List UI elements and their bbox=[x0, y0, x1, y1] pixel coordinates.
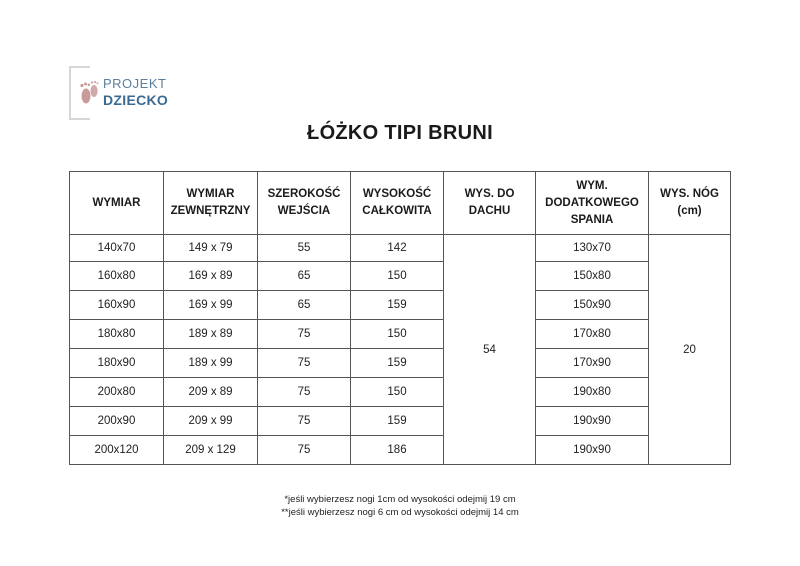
logo-text-dziecko: DZIECKO bbox=[103, 92, 169, 108]
cell-wymiar: 180x90 bbox=[70, 349, 164, 378]
logo-text-projekt: PROJEKT bbox=[103, 76, 167, 91]
cell-szerokosc: 75 bbox=[258, 436, 351, 465]
size-table bbox=[69, 171, 731, 465]
cell-szerokosc: 65 bbox=[258, 262, 351, 291]
cell-wysokosc: 159 bbox=[351, 407, 444, 436]
cell-dodatkowe: 190x90 bbox=[536, 436, 649, 465]
cell-szerokosc: 55 bbox=[258, 235, 351, 262]
table-row bbox=[70, 378, 731, 407]
table-row bbox=[70, 291, 731, 320]
cell-dodatkowe: 150x90 bbox=[536, 291, 649, 320]
cell-wysokosc: 159 bbox=[351, 349, 444, 378]
table-row bbox=[70, 320, 731, 349]
table-row bbox=[70, 407, 731, 436]
footnotes bbox=[0, 493, 800, 519]
cell-wymiar: 180x80 bbox=[70, 320, 164, 349]
cell-dodatkowe: 150x80 bbox=[536, 262, 649, 291]
cell-dodatkowe: 170x90 bbox=[536, 349, 649, 378]
cell-wysokosc: 142 bbox=[351, 235, 444, 262]
cell-wymiar: 160x80 bbox=[70, 262, 164, 291]
cell-wysokosc: 159 bbox=[351, 291, 444, 320]
header-wys-nog: WYS. NÓG (cm) bbox=[649, 172, 731, 235]
cell-szerokosc: 75 bbox=[258, 320, 351, 349]
cell-zewnetrzny: 189 x 99 bbox=[164, 349, 258, 378]
cell-zewnetrzny: 169 x 99 bbox=[164, 291, 258, 320]
cell-szerokosc: 75 bbox=[258, 349, 351, 378]
cell-dodatkowe: 170x80 bbox=[536, 320, 649, 349]
cell-zewnetrzny: 169 x 89 bbox=[164, 262, 258, 291]
cell-szerokosc: 65 bbox=[258, 291, 351, 320]
table-row bbox=[70, 349, 731, 378]
cell-zewnetrzny: 149 x 79 bbox=[164, 235, 258, 262]
cell-zewnetrzny: 209 x 129 bbox=[164, 436, 258, 465]
cell-zewnetrzny: 209 x 89 bbox=[164, 378, 258, 407]
cell-zewnetrzny: 209 x 99 bbox=[164, 407, 258, 436]
header-szerokosc-wejscia: SZEROKOŚĆ WEJŚCIA bbox=[258, 172, 351, 235]
header-wys-do-dachu: WYS. DO DACHU bbox=[444, 172, 536, 235]
cell-dodatkowe: 190x90 bbox=[536, 407, 649, 436]
cell-wysokosc: 150 bbox=[351, 378, 444, 407]
cell-szerokosc: 75 bbox=[258, 407, 351, 436]
cell-dodatkowe: 130x70 bbox=[536, 235, 649, 262]
cell-zewnetrzny: 189 x 89 bbox=[164, 320, 258, 349]
footprint-icon bbox=[77, 78, 101, 108]
cell-szerokosc: 75 bbox=[258, 378, 351, 407]
cell-wymiar: 200x80 bbox=[70, 378, 164, 407]
table-row bbox=[70, 436, 731, 465]
table-row bbox=[70, 235, 731, 262]
footnote-1: *jeśli wybierzesz nogi 1cm od wysokości odejmij 19 cm bbox=[284, 494, 516, 505]
header-wym-dodatkowego-spania: WYM. DODATKOWEGO SPANIA bbox=[536, 172, 649, 235]
cell-wys-nog: 20 bbox=[649, 235, 731, 465]
header-wysokosc-calkowita: WYSOKOŚĆ CAŁKOWITA bbox=[351, 172, 444, 235]
cell-wymiar: 200x90 bbox=[70, 407, 164, 436]
header-wymiar: WYMIAR bbox=[70, 172, 164, 235]
cell-wys-do-dachu: 54 bbox=[444, 235, 536, 465]
logo bbox=[69, 66, 169, 120]
cell-wysokosc: 186 bbox=[351, 436, 444, 465]
footnote-2: **jeśli wybierzesz nogi 6 cm od wysokości odejmij 14 cm bbox=[281, 507, 519, 518]
cell-dodatkowe: 190x80 bbox=[536, 378, 649, 407]
cell-wymiar: 200x120 bbox=[70, 436, 164, 465]
cell-wysokosc: 150 bbox=[351, 320, 444, 349]
cell-wysokosc: 150 bbox=[351, 262, 444, 291]
cell-wymiar: 140x70 bbox=[70, 235, 164, 262]
header-row bbox=[70, 172, 731, 235]
cell-wymiar: 160x90 bbox=[70, 291, 164, 320]
header-wymiar-zewnetrzny: WYMIAR ZEWNĘTRZNY bbox=[164, 172, 258, 235]
table-row bbox=[70, 262, 731, 291]
page-title: ŁÓŻKO TIPI BRUNI bbox=[307, 122, 493, 144]
